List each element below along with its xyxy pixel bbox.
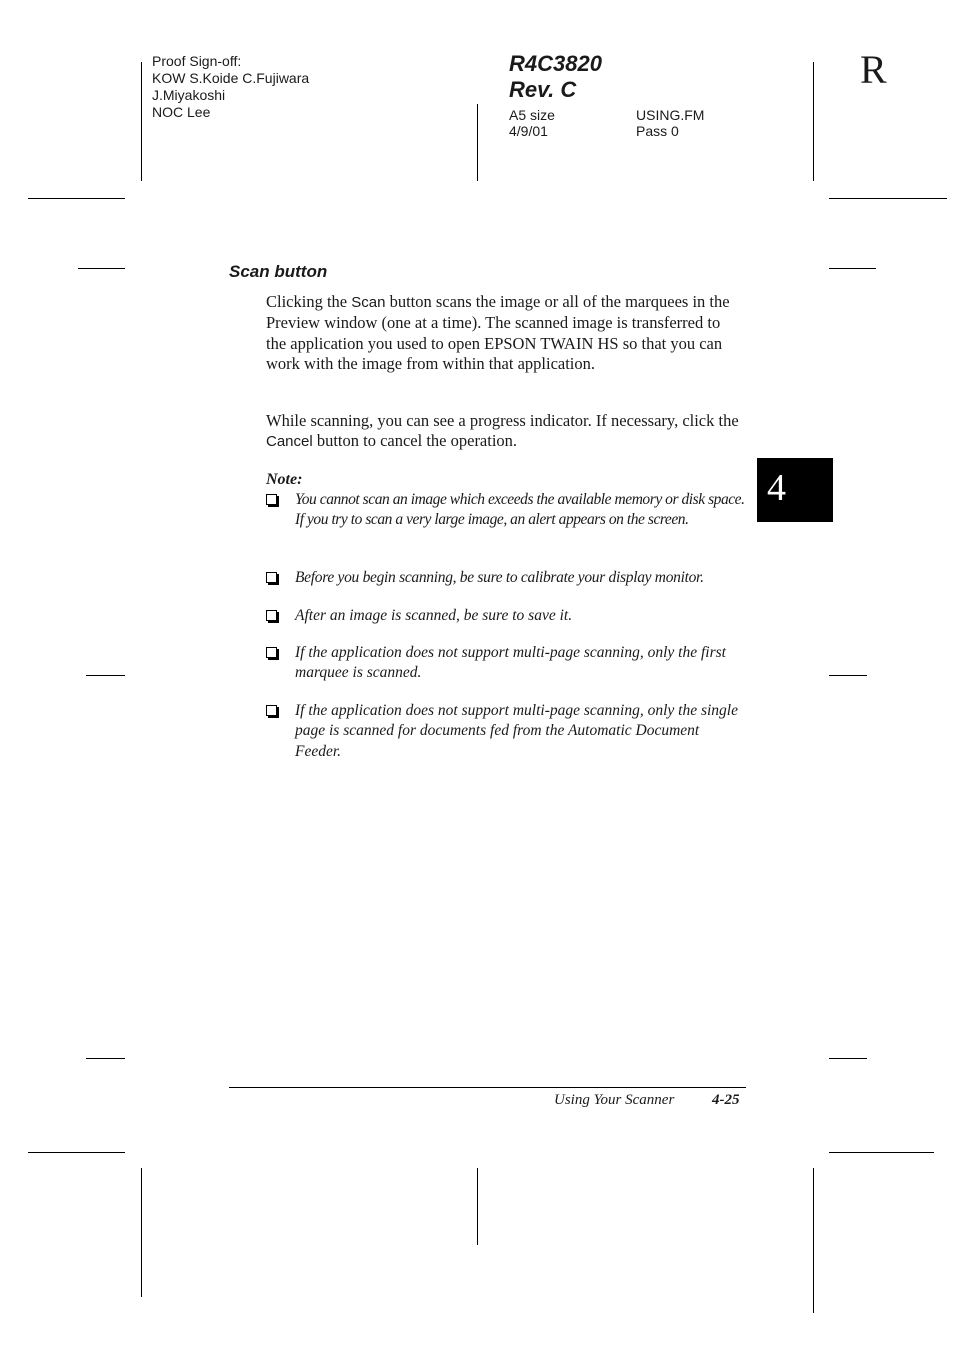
proof-line: NOC Lee: [152, 104, 211, 120]
scan-button-label: Scan: [351, 294, 386, 311]
crop-mark: [86, 1058, 125, 1059]
section-heading: Scan button: [229, 262, 328, 281]
crop-mark: [477, 1168, 478, 1245]
pass-number: Pass 0: [636, 123, 679, 139]
crop-mark: [829, 675, 867, 676]
file-name: USING.FM: [636, 107, 705, 123]
checkbox-bullet-icon: [266, 647, 277, 658]
crop-mark: [829, 1058, 867, 1059]
note-item: [266, 490, 746, 531]
page-number: 4-25: [712, 1092, 740, 1108]
crop-mark: [28, 1152, 125, 1153]
checkbox-bullet-icon: [266, 705, 277, 716]
cancel-button-label: Cancel: [266, 433, 313, 451]
date: 4/9/01: [509, 123, 548, 139]
crop-mark: [829, 198, 947, 199]
checkbox-bullet-icon: [266, 572, 277, 583]
note-text: If the application does not support multi-page scanning, only the first marquee is scanned.: [295, 644, 726, 682]
note-text: If the application does not support multi-page scanning, only the single page is scanned for documents fed from the Automatic Document Feeder.: [295, 702, 738, 760]
crop-mark: [829, 1152, 934, 1153]
note-text: Before you begin scanning, be sure to calibrate your display monitor.: [295, 569, 704, 586]
text: While scanning, you can see a progress indicator. If necessary, click the: [266, 411, 739, 430]
model-number: R4C3820: [509, 51, 602, 76]
paragraph: [266, 292, 744, 375]
model-block: [509, 51, 602, 103]
crop-mark: [141, 1168, 142, 1297]
note-text: You cannot scan an image which exceeds the available memory or disk space. If you try to scan a very large image, an alert appears on the screen.: [295, 491, 745, 529]
paragraph: [266, 411, 744, 453]
text: button to cancel the operation.: [312, 431, 518, 451]
checkbox-bullet-icon: [266, 494, 277, 505]
revision: Rev. C: [509, 77, 577, 102]
crop-mark: [28, 198, 125, 199]
text: Clicking the: [266, 292, 352, 311]
crop-mark: [86, 675, 125, 676]
proof-line: Proof Sign-off:: [152, 53, 242, 69]
crop-mark: [141, 62, 142, 181]
crop-mark: [78, 268, 125, 269]
proof-line: J.Miyakoshi: [152, 87, 226, 103]
chapter-number: 4: [767, 467, 786, 509]
paper-size: A5 size: [509, 107, 555, 123]
checkbox-bullet-icon: [266, 610, 277, 621]
note-title: Note:: [266, 471, 303, 488]
proof-signoff: [152, 53, 309, 121]
note-item: [266, 701, 746, 762]
crop-mark: [829, 268, 876, 269]
side-letter: R: [860, 47, 887, 92]
note-item: [266, 568, 746, 588]
chapter-tab: [757, 458, 833, 522]
note-item: [266, 643, 746, 684]
text: button scans the image or all of the marquees in the Preview window (one at a time). The scanned image is transferred to the application you used to open EPSON TWAIN HS so that you can work with the image from within that application.: [266, 292, 730, 374]
footer-rule: [229, 1087, 746, 1088]
crop-mark: [477, 104, 478, 181]
crop-mark: [813, 1168, 814, 1313]
note-text: After an image is scanned, be sure to save it.: [295, 607, 573, 624]
crop-mark: [813, 62, 814, 181]
note-item: [266, 606, 746, 626]
proof-line: KOW S.Koide C.Fujiwara: [152, 70, 310, 86]
footer-title: Using Your Scanner: [554, 1092, 675, 1108]
